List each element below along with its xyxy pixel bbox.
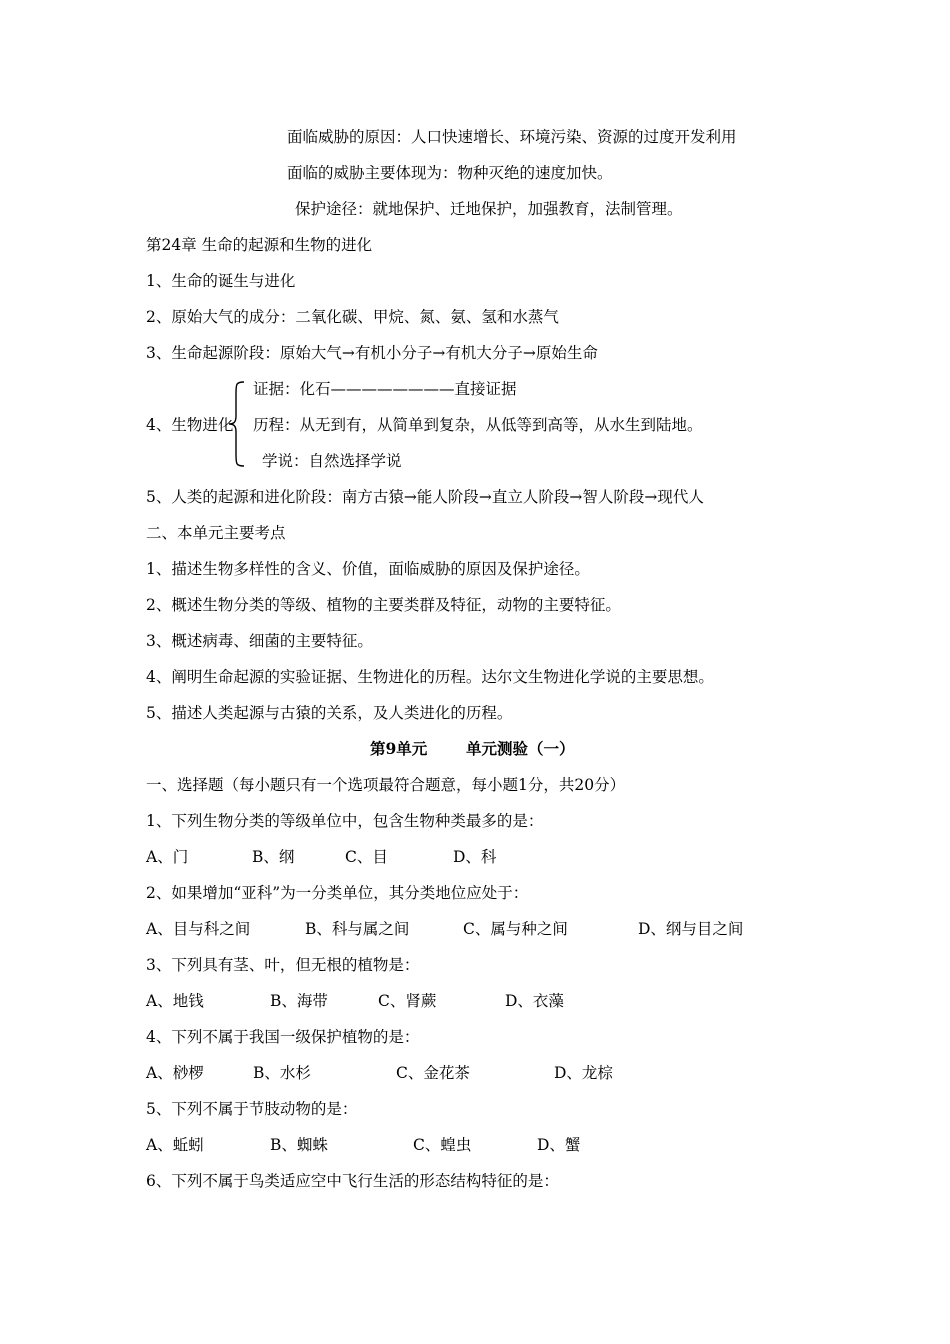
chapter-item: 3、生命起源阶段：原始大气→有机小分子→有机大分子→原始生命 bbox=[146, 344, 598, 362]
option-d: D、纲与目之间 bbox=[638, 920, 744, 938]
keypoint-item: 3、概述病毒、细菌的主要特征。 bbox=[146, 632, 373, 650]
threat-manifest: 面临的威胁主要体现为：物种灭绝的速度加快。 bbox=[287, 164, 613, 182]
keypoint-item: 5、描述人类起源与古猿的关系，及人类进化的历程。 bbox=[146, 704, 513, 722]
chapter-title: 第24章 生命的起源和生物的进化 bbox=[146, 236, 373, 254]
option-d: D、科 bbox=[453, 848, 497, 866]
option-a: A、地钱 bbox=[146, 992, 204, 1010]
keypoint-item: 2、概述生物分类的等级、植物的主要类群及特征，动物的主要特征。 bbox=[146, 596, 621, 614]
evolution-branch: 证据：化石————————直接证据 bbox=[253, 380, 517, 398]
chapter-item: 2、原始大气的成分：二氧化碳、甲烷、氮、氨、氢和水蒸气 bbox=[146, 308, 559, 326]
option-c: C、属与种之间 bbox=[463, 920, 568, 938]
question-stem: 4、下列不属于我国一级保护植物的是： bbox=[146, 1028, 420, 1046]
keypoint-item: 1、描述生物多样性的含义、价值，面临威胁的原因及保护途径。 bbox=[146, 560, 590, 578]
option-c: C、肾蕨 bbox=[378, 992, 437, 1010]
keypoint-item: 4、阐明生命起源的实验证据、生物进化的历程。达尔文生物进化学说的主要思想。 bbox=[146, 668, 714, 686]
option-c: C、金花茶 bbox=[396, 1064, 470, 1082]
option-a: A、桫椤 bbox=[146, 1064, 204, 1082]
keypoints-title: 二、本单元主要考点 bbox=[146, 524, 286, 542]
option-b: B、水杉 bbox=[253, 1064, 311, 1082]
test-title-unit: 第9单元 bbox=[370, 739, 428, 758]
option-b: B、蜘蛛 bbox=[270, 1136, 328, 1154]
threat-cause: 面临威胁的原因：人口快速增长、环境污染、资源的过度开发利用 bbox=[287, 128, 737, 146]
option-d: D、龙棕 bbox=[554, 1064, 613, 1082]
curly-brace-icon bbox=[226, 380, 246, 468]
question-stem: 1、下列生物分类的等级单位中，包含生物种类最多的是： bbox=[146, 812, 544, 830]
option-b: B、科与属之间 bbox=[305, 920, 410, 938]
chapter-item: 1、生命的诞生与进化 bbox=[146, 272, 296, 290]
protection-methods: 保护途径：就地保护、迁地保护，加强教育，法制管理。 bbox=[295, 200, 683, 218]
option-d: D、衣藻 bbox=[505, 992, 564, 1010]
option-d: D、蟹 bbox=[537, 1136, 581, 1154]
question-stem: 2、如果增加“亚科”为一分类单位，其分类地位应处于： bbox=[146, 884, 529, 902]
question-stem: 5、下列不属于节肢动物的是： bbox=[146, 1100, 358, 1118]
option-a: A、蚯蚓 bbox=[146, 1136, 204, 1154]
test-title-name: 单元测验（一） bbox=[466, 739, 575, 758]
evolution-branch: 学说：自然选择学说 bbox=[262, 452, 402, 470]
option-c: C、目 bbox=[345, 848, 388, 866]
evolution-label: 4、生物进化 bbox=[146, 416, 234, 434]
option-a: A、门 bbox=[146, 848, 189, 866]
option-a: A、目与科之间 bbox=[146, 920, 251, 938]
section-heading: 一、选择题（每小题只有一个选项最符合题意，每小题1分，共20分） bbox=[146, 776, 626, 794]
question-stem: 3、下列具有茎、叶，但无根的植物是： bbox=[146, 956, 420, 974]
option-b: B、海带 bbox=[270, 992, 328, 1010]
human-evolution: 5、人类的起源和进化阶段：南方古猿→能人阶段→直立人阶段→智人阶段→现代人 bbox=[146, 488, 704, 506]
option-b: B、纲 bbox=[252, 848, 295, 866]
question-stem: 6、下列不属于鸟类适应空中飞行生活的形态结构特征的是： bbox=[146, 1172, 559, 1190]
evolution-branch: 历程：从无到有，从简单到复杂，从低等到高等，从水生到陆地。 bbox=[253, 416, 703, 434]
option-c: C、蝗虫 bbox=[413, 1136, 472, 1154]
